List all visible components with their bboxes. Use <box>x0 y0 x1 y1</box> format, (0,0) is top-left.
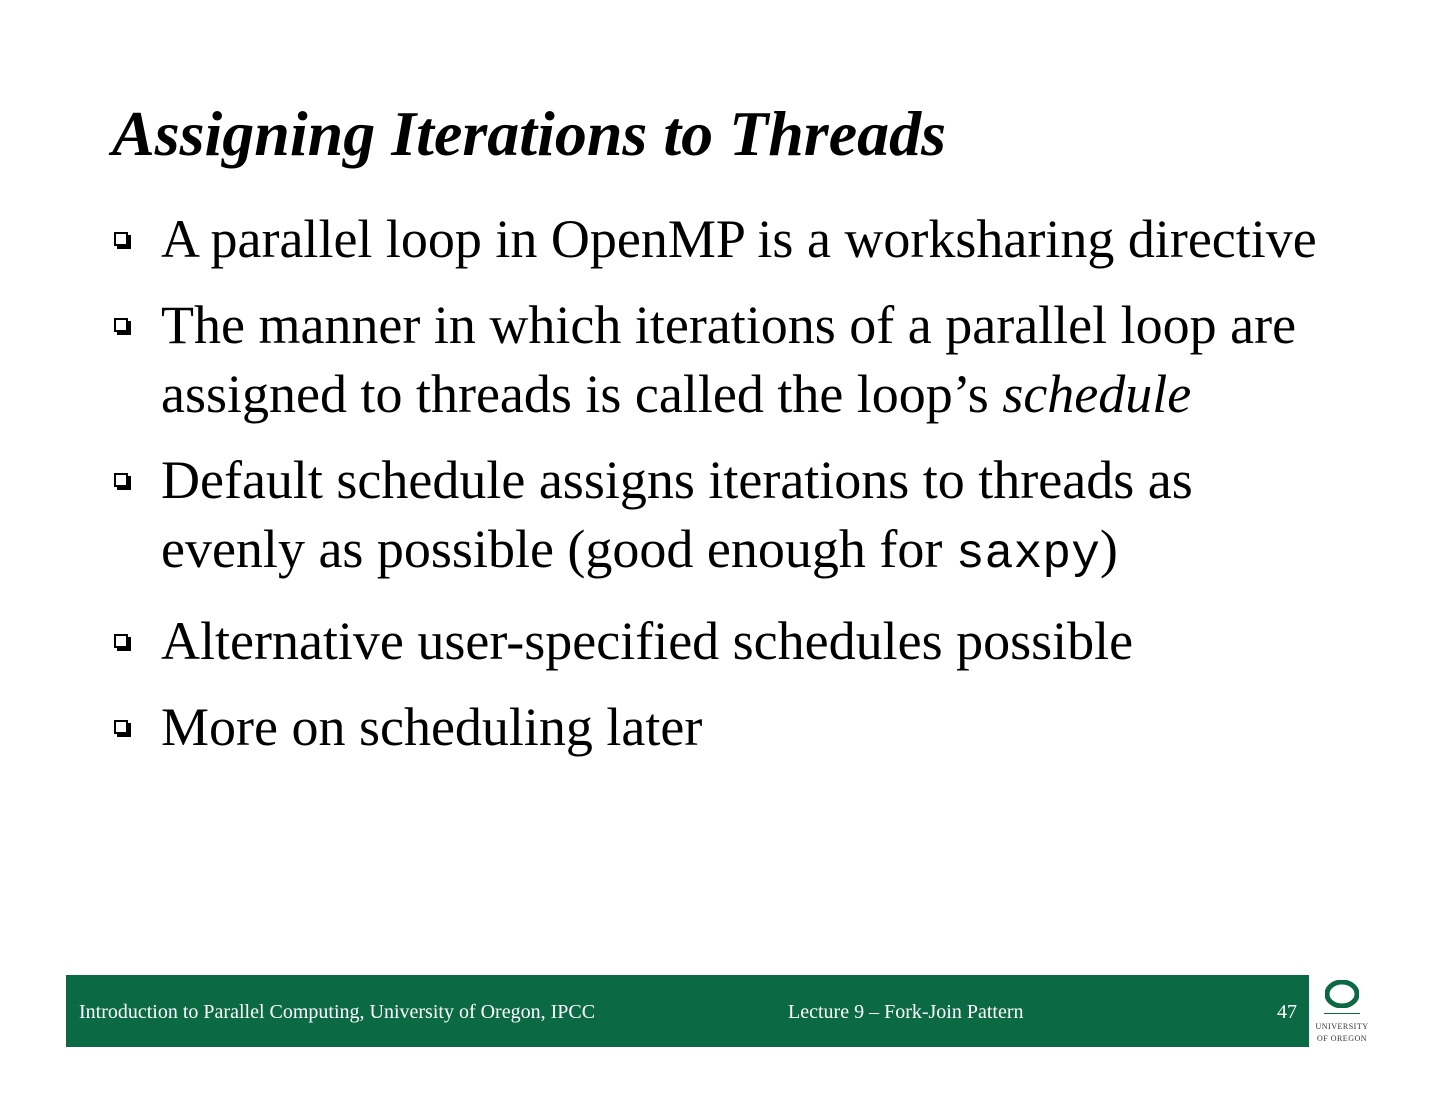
bullet-text-suffix: ) <box>1099 519 1118 579</box>
bullet-item <box>114 291 1334 429</box>
bullet-item <box>114 693 1334 762</box>
bullet-item <box>114 446 1334 590</box>
footer-lecture: Lecture 9 – Fork-Join Pattern <box>788 1001 1024 1023</box>
bullet-item <box>114 205 1334 274</box>
bullet-list <box>114 205 1334 779</box>
bullet-emphasis: schedule <box>1002 364 1192 424</box>
logo-text-line1: UNIVERSITY <box>1315 1022 1369 1031</box>
bullet-text: The manner in which iterations of a parallel loop are assigned to threads is called the loop’s <box>161 295 1297 424</box>
bullet-item <box>114 607 1334 676</box>
logo-divider <box>1324 1013 1360 1014</box>
code-snippet: saxpy <box>955 528 1100 582</box>
bullet-text: More on scheduling later <box>161 697 703 757</box>
bullet-text: A parallel loop in OpenMP is a worksharing directive <box>161 209 1317 269</box>
square-bullet-icon <box>114 720 128 734</box>
bullet-text: Alternative user-specified schedules possible <box>161 611 1134 671</box>
square-bullet-icon <box>114 232 128 246</box>
bullet-text: Default schedule assigns iterations to threads as evenly as possible (good enough for <box>161 450 1193 579</box>
slide-title: Assigning Iterations to Threads <box>112 98 946 169</box>
oregon-o-icon <box>1325 980 1359 1008</box>
footer-bar <box>66 975 1309 1047</box>
square-bullet-icon <box>114 318 128 332</box>
page-number: 47 <box>1277 1001 1297 1023</box>
square-bullet-icon <box>114 473 128 487</box>
university-logo <box>1312 978 1372 1048</box>
footer-course: Introduction to Parallel Computing, University of Oregon, IPCC <box>79 1001 596 1023</box>
square-bullet-icon <box>114 634 128 648</box>
logo-text-line2: OF OREGON <box>1316 1034 1368 1043</box>
